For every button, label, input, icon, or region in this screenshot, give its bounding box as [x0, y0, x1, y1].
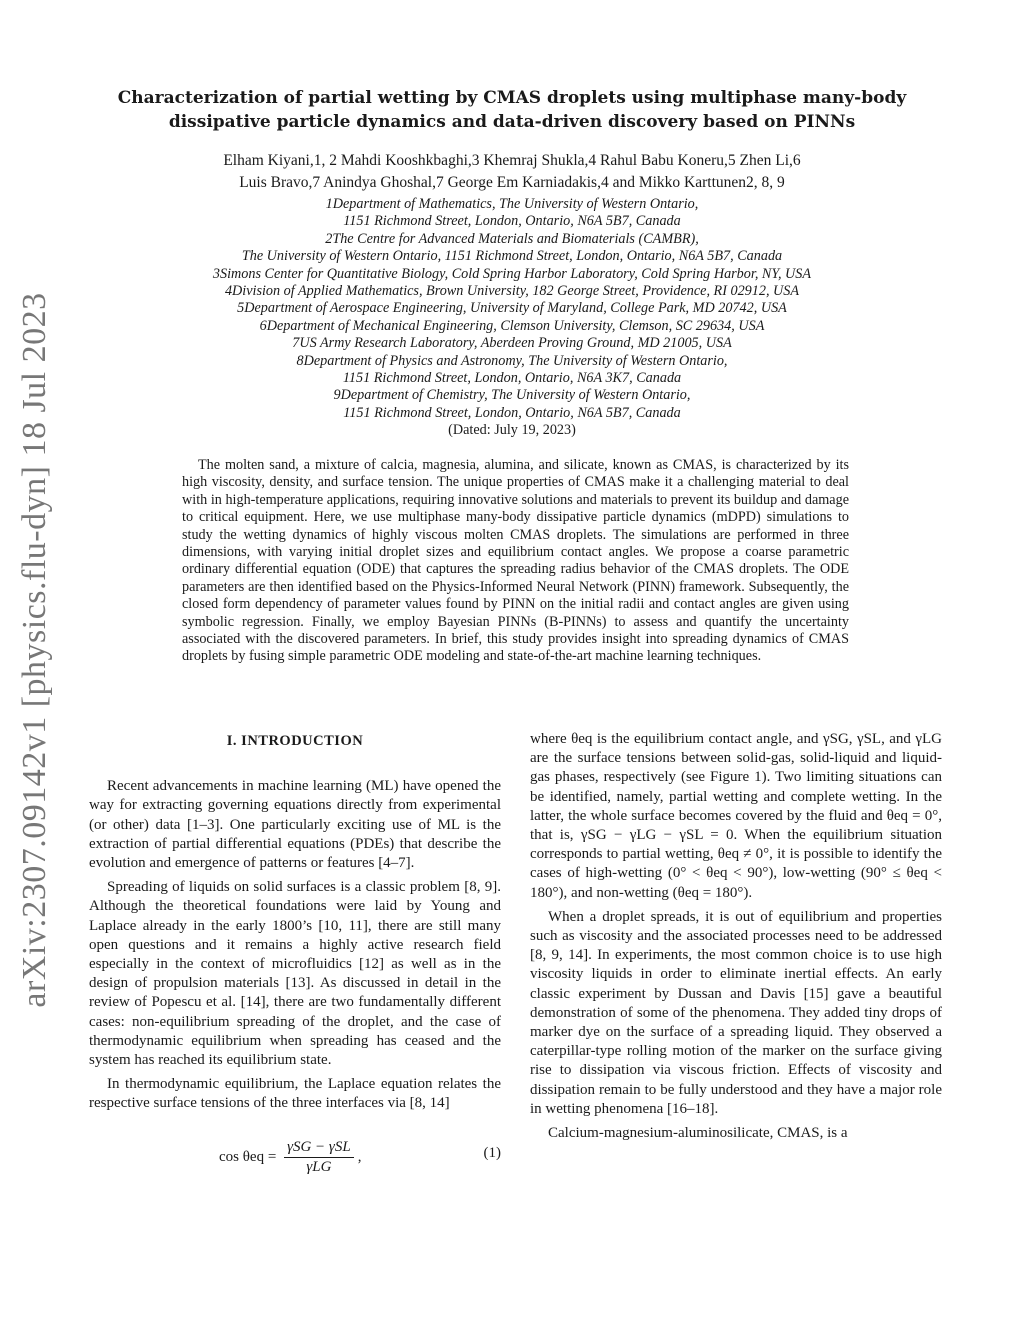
affiliation-line: The University of Western Ontario, 1151 Richmond Street, London, Ontario, N6A 5B7, Canada	[241, 248, 783, 265]
equation-trail: ,	[357, 1148, 362, 1165]
paragraph: Calcium-magnesium-aluminosilicate, CMAS, is a	[548, 1125, 848, 1142]
affiliation-line: 1Department of Mathematics, The University of Western Ontario,	[325, 196, 699, 212]
paragraph: where θeq is the equilibrium contact angle, and γSG, γSL, and γLG are the surface tensions between solid-gas, solid-liquid and liquid-gas phases, respectively (see Figure 1). Two limiting situations can be identified, namely, partial wetting and complete wetting. In the latter, the whole surface becomes covered by the fluid and θeq = 0°, that is, γSG − γLG − γSL = 0. When the equilibrium situation corresponds to partial wetting, θeq ≠ 0°, it is possible to identify the cases of high-wetting (0° < θeq < 90°), low-wetting (90° ≤ θeq < 180°), and non-wetting (θeq = 180°).	[530, 731, 942, 901]
affiliation-line: 1151 Richmond Street, London, Ontario, N6A 3K7, Canada	[342, 370, 682, 387]
affiliation-line: 8Department of Physics and Astronomy, The University of Western Ontario,	[296, 352, 728, 369]
paragraph: In thermodynamic equilibrium, the Laplace equation relates the respective surface tensions of the three interfaces via [8, 14]	[89, 1076, 501, 1112]
affiliation-line: 1151 Richmond Street, London, Ontario, N6A 5B7, Canada	[343, 213, 681, 230]
title-line-2: dissipative particle dynamics and data-driven discovery based on PINNs	[168, 112, 856, 132]
paragraph: Recent advancements in machine learning (ML) have opened the way for extracting governing equations directly from experimental (or other) data [1–3]. One particularly exciting use of ML is the extraction of partial differential equations (PDEs) that describe the evolution and emergence of patterns or features [4–7].	[89, 778, 501, 872]
date-line: (Dated: July 19, 2023)	[448, 422, 576, 439]
authors-line-1: Elham Kiyani,1, 2 Mahdi Kooshkbaghi,3 Khemraj Shukla,4 Rahul Babu Koneru,5 Zhen Li,6	[223, 152, 801, 169]
affiliation-line: 3Simons Center for Quantitative Biology, Cold Spring Harbor Laboratory, Cold Spring Harbor, NY, USA	[212, 265, 812, 282]
author-list	[60, 150, 964, 194]
equation-denominator: γLG	[306, 1158, 332, 1175]
abstract: The molten sand, a mixture of calcia, magnesia, alumina, and silicate, known as CMAS, is characterized by its high viscosity, density, and surface tension. The unique properties of CMAS make it a challenging material to deal with in high-temperature applications, requiring innovative solutions and materials to prevent its buildup and damage to critical equipment. Here, we use multiphase many-body dissipative particle dynamics (mDPD) simulations to study the wetting dynamics of highly viscous molten CMAS droplets. The simulations are performed in three dimensions, with varying initial droplet sizes and equilibrium contact angles. We propose a coarse parametric ordinary differential equation (ODE) that captures the spreading radius behavior of the CMAS droplets. The ODE parameters are then identified based on the Physics-Informed Neural Network (PINN) framework. Subsequently, the closed form dependency of parameter values found by PINN on the initial radii and contact angles are given using symbolic regression. Finally, we employ Bayesian PINNs (B-PINNs) to assess and quantify the uncertainty associated with the discovered parameters. In brief, this study provides insight into spreading dynamics of CMAS droplets by fusing simple parametric ODE modeling and state-of-the-art machine learning techniques.	[182, 457, 849, 665]
equation-number: (1)	[483, 1144, 501, 1161]
affiliation-line: 7US Army Research Laboratory, Aberdeen Proving Ground, MD 21005, USA	[292, 335, 732, 352]
equation-body	[219, 1138, 361, 1177]
affiliation-line: 5Department of Aerospace Engineering, University of Maryland, College Park, MD 20742, USA	[237, 300, 787, 317]
left-column	[89, 730, 501, 1178]
arxiv-side-stamp	[10, 200, 60, 1100]
paragraph: Spreading of liquids on solid surfaces is a classic problem [8, 9]. Although the theoretical foundations were laid by Young and Laplace already in the early 1800’s [10, 11], there are still many open questions and it remains a highly active research field especially in the context of microfluidics [12] as well as in the design of propulsion materials [13]. As discussed in detail in the review of Popescu et al. [14], there are two fundamentally different cases: non-equilibrium spreading of the droplet, and the case of thermodynamic equilibrium when spreading has ceased and the system has reached its equilibrium state.	[89, 879, 501, 1069]
affiliation-line: 6Department of Mechanical Engineering, Clemson University, Clemson, SC 29634, USA	[259, 317, 765, 334]
section-heading: I. INTRODUCTION	[226, 733, 364, 749]
authors-line-2: Luis Bravo,7 Anindya Ghoshal,7 George Em Karniadakis,4 and Mikko Karttunen2, 8, 9	[239, 174, 785, 191]
right-column	[530, 730, 942, 1148]
affiliation-list	[60, 196, 964, 440]
affiliation-line: 2The Centre for Advanced Materials and Biomaterials (CAMBR),	[325, 230, 699, 247]
affiliation-line: 9Department of Chemistry, The University of Western Ontario,	[333, 387, 691, 404]
paper-title	[60, 86, 964, 134]
title-line-1: Characterization of partial wetting by CMAS droplets using multiphase many-body	[117, 88, 907, 108]
equation-1	[89, 1134, 501, 1178]
paragraph: When a droplet spreads, it is out of equilibrium and properties such as viscosity and the associated processes need to be addressed [8, 9, 14]. In experiments, the most common choice is to use high viscosity liquids in order to eliminate inertial effects. An early classic experiment by Dussan and Davis [15] gave a beautiful demonstration of some of the phenomena. They added tiny drops of marker dye on the surface of a spreading liquid. They observed a caterpillar-type rolling motion of the marker on the surface giving rise to dissipation via viscous friction. Effects of viscosity and dissipation remain to be fully understood and they have a major role in wetting phenomena [16–18].	[530, 908, 942, 1117]
affiliation-line: 4Division of Applied Mathematics, Brown University, 182 George Street, Providence, RI 02912, USA	[224, 283, 800, 300]
arxiv-identifier: arXiv:2307.09142v1 [physics.flu-dyn] 18 Jul 2023	[16, 292, 53, 1008]
equation-fraction	[284, 1138, 354, 1177]
equation-numerator: γSG − γSL	[284, 1138, 354, 1158]
affiliation-line: 1151 Richmond Street, London, Ontario, N6A 5B7, Canada	[343, 404, 681, 421]
equation-lhs: cos θeq =	[219, 1148, 277, 1165]
